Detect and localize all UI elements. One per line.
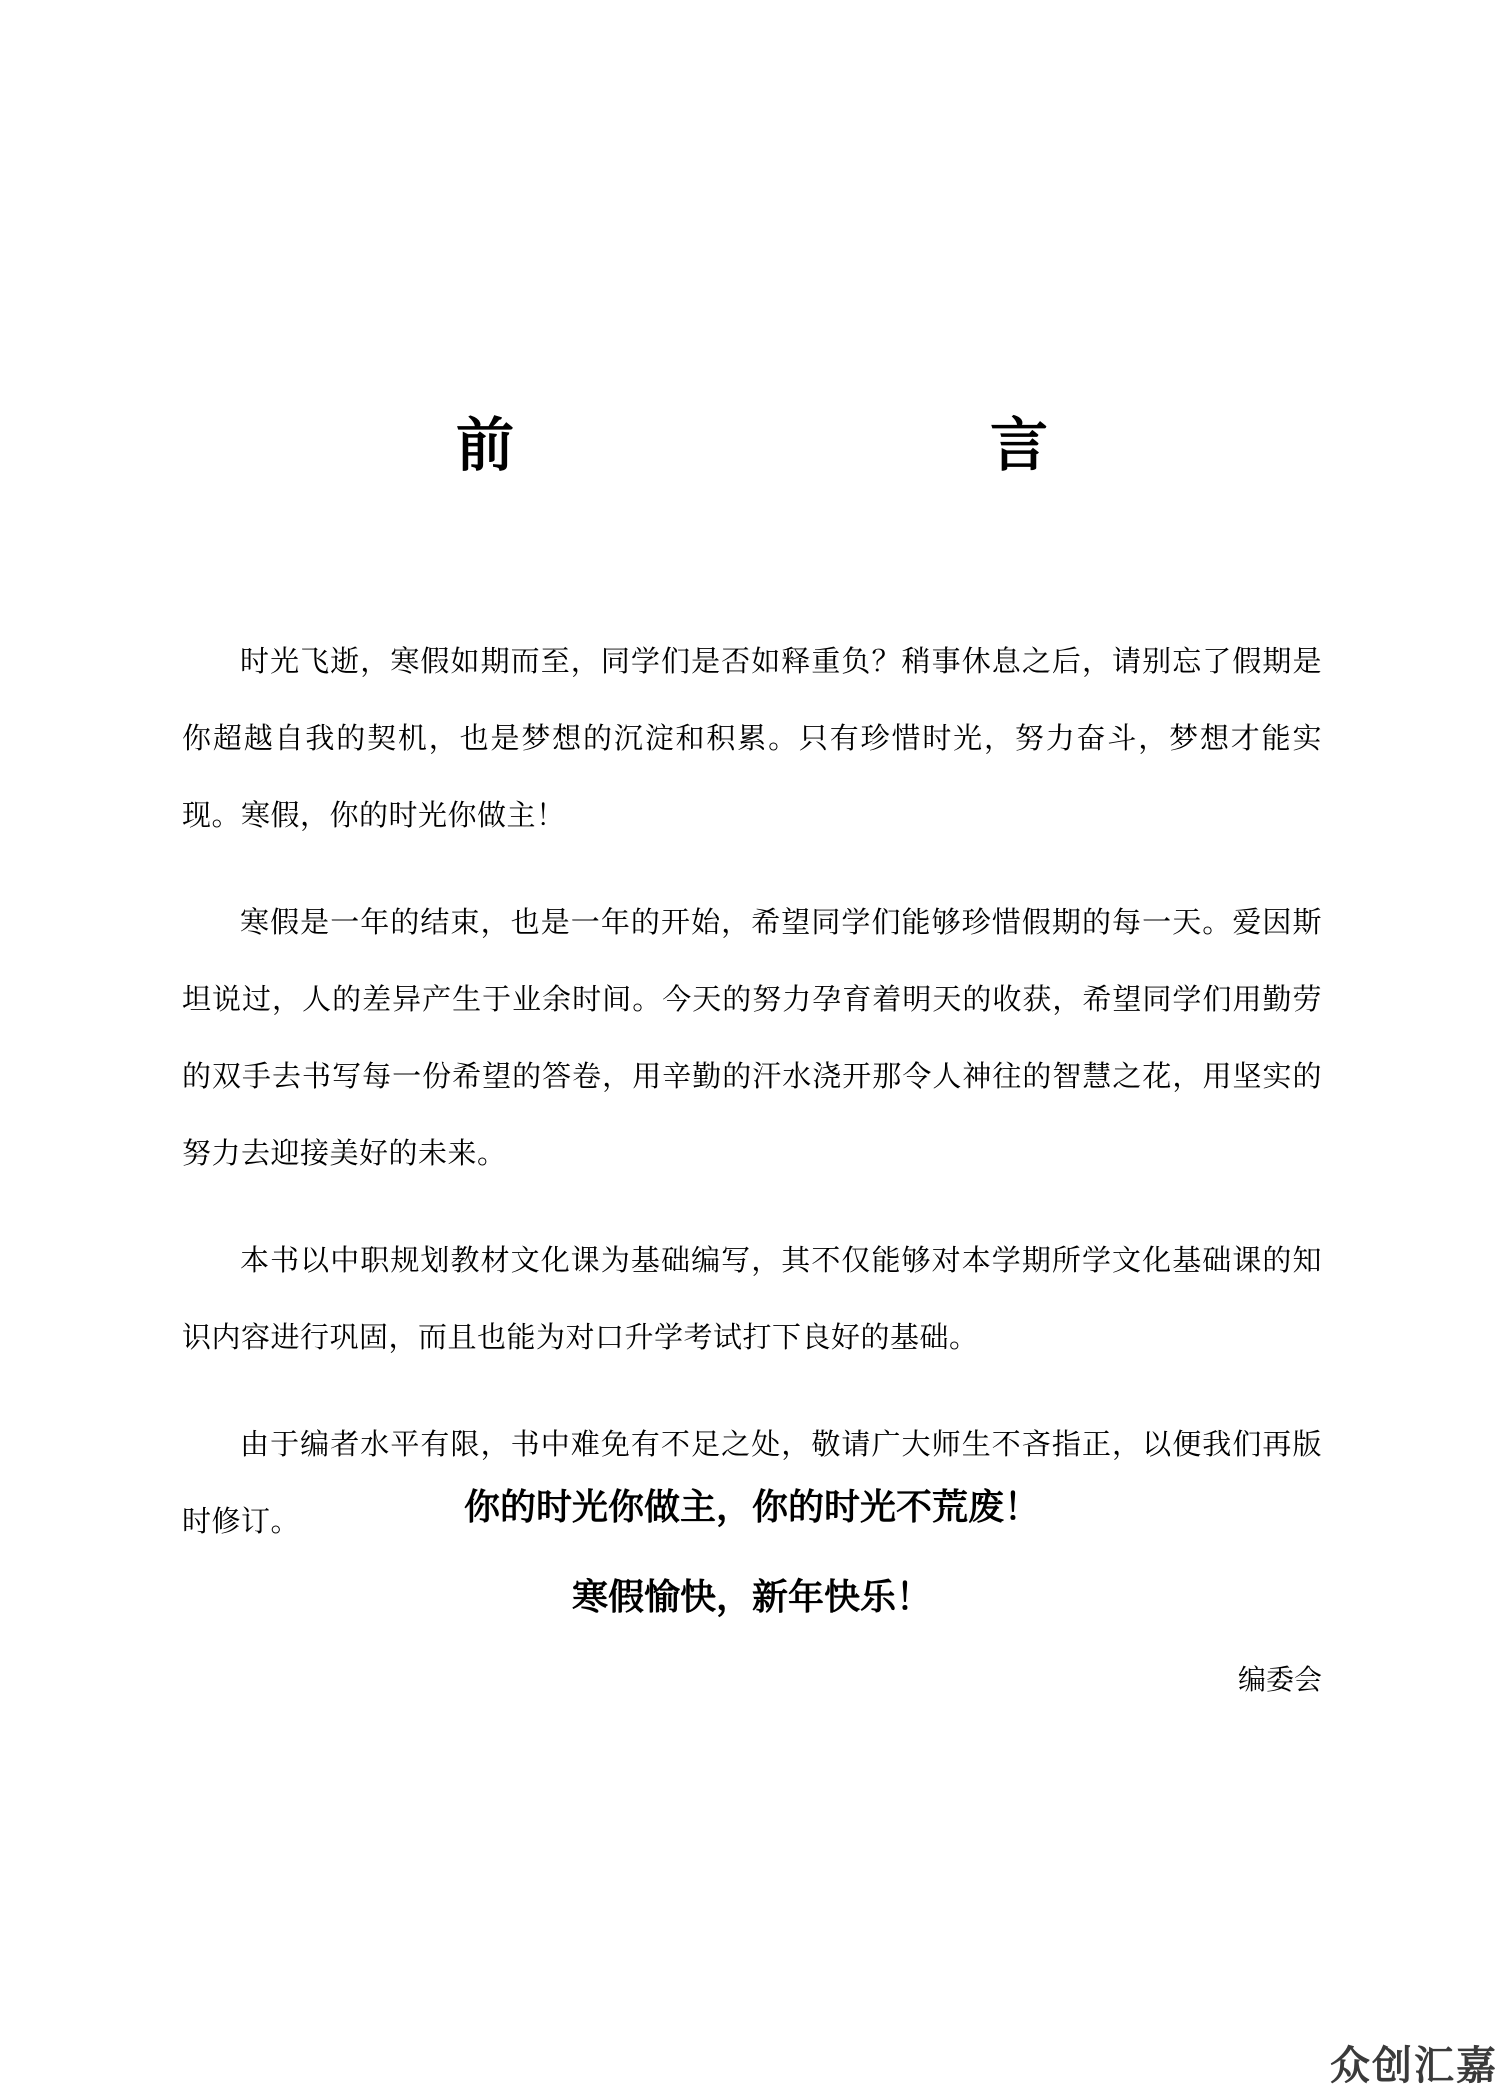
slogan-line: 你的时光你做主，你的时光不荒废！ [463,1487,1040,1528]
paragraph: 寒假是一年的结束，也是一年的开始，希望同学们能够珍惜假期的每一天。爱因斯坦说过，人的差异产生于业余时间。今天的努力孕育着明天的收获，希望同学们用勤劳的双手去书写每一份希望的答卷，用辛勤的汗水浇开那令人神往的智慧之花，用坚实的努力去迎接美好的未来。 [182,905,1322,1170]
slogans [0,1483,1504,1663]
preface-body [182,623,1322,1590]
paragraph: 本书以中职规划教材文化课为基础编写，其不仅能够对本学期所学文化基础课的知识内容进行巩固，而且也能为对口升学考试打下良好的基础。 [182,1243,1322,1354]
watermark-logo: 众创汇嘉 [1330,2043,1498,2089]
signature: 编委会 [1237,1663,1322,1696]
paragraph: 时光飞逝，寒假如期而至，同学们是否如释重负？稍事休息之后，请别忘了假期是你超越自我的契机，也是梦想的沉淀和积累。只有珍惜时光，努力奋斗，梦想才能实现。寒假，你的时光你做主！ [182,644,1322,832]
page-title: 前 言 [455,411,1168,479]
slogan-line: 寒假愉快，新年快乐！ [571,1577,932,1618]
paragraph: 由于编者水平有限，书中难免有不足之处，敬请广大师生不吝指正，以便我们再版时修订。 [182,1427,1322,1538]
